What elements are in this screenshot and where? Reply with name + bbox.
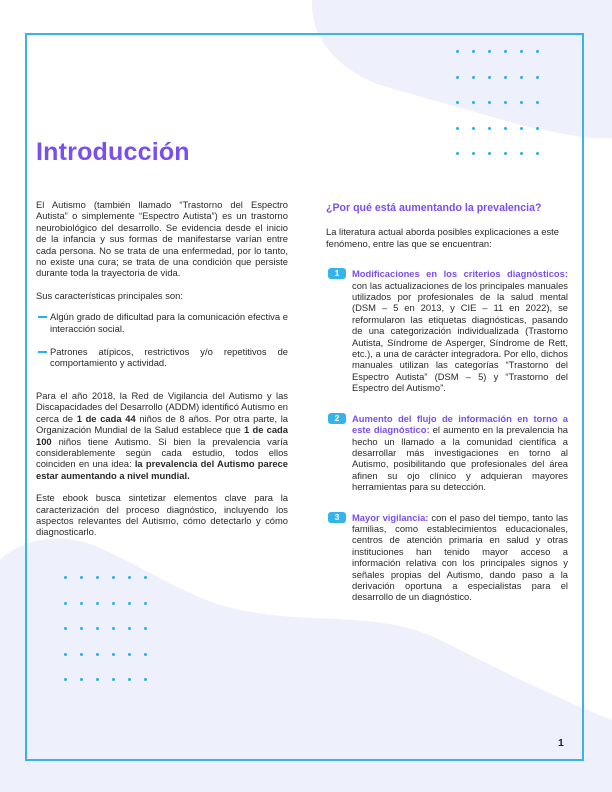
bullet-text: Algún grado de dificultad para la comunicación efectiva e interacción social. <box>50 311 288 334</box>
decorative-dot <box>144 653 147 656</box>
decorative-dot <box>456 50 459 53</box>
decorative-dot <box>96 576 99 579</box>
bold-stat: 1 de cada 44 <box>76 412 136 424</box>
reason-highlight: Mayor vigilancia: <box>352 511 429 523</box>
decorative-dot <box>112 678 115 681</box>
decorative-dot <box>144 602 147 605</box>
decorative-dot <box>488 101 491 104</box>
decorative-dot <box>64 602 67 605</box>
reason-highlight: Modificaciones en los criterios diagnósticos: <box>352 268 568 280</box>
bold-stat: 1 de cada 100 <box>36 424 288 447</box>
decorative-dot <box>64 678 67 681</box>
number-badge: 1 <box>328 268 346 279</box>
decorative-dot <box>96 678 99 681</box>
ebook-purpose-paragraph: Este ebook busca sintetizar elementos clave para la caracterización del proceso diagnóstico, incluyendo los aspectos relevantes del Autismo, cómo detectarlo y cómo diagnosticarlo. <box>36 492 288 538</box>
decorative-dot <box>536 152 539 155</box>
decorative-dot <box>536 50 539 53</box>
dash-bullet-icon <box>38 316 47 318</box>
decorative-dot <box>472 50 475 53</box>
bullet-item <box>36 346 288 369</box>
decorative-dot <box>536 127 539 130</box>
page-title: Introducción <box>36 138 190 166</box>
decorative-dot <box>472 127 475 130</box>
decorative-dot <box>80 602 83 605</box>
decorative-dot <box>456 101 459 104</box>
decorative-dot <box>96 602 99 605</box>
decorative-dot <box>472 76 475 79</box>
decorative-dot <box>64 653 67 656</box>
decorative-dot <box>112 576 115 579</box>
dash-bullet-icon <box>38 351 47 353</box>
reason-text <box>352 268 568 393</box>
decorative-dot <box>520 152 523 155</box>
decorative-dot <box>64 576 67 579</box>
decorative-dot <box>520 101 523 104</box>
reason-text <box>352 413 568 493</box>
decorative-dot <box>128 627 131 630</box>
decorative-dot <box>112 627 115 630</box>
page-number: 1 <box>558 737 564 749</box>
decorative-dot <box>504 76 507 79</box>
decorative-dot <box>80 653 83 656</box>
decorative-dot <box>80 678 83 681</box>
reason-item <box>326 268 568 393</box>
section-intro: La literatura actual aborda posibles explicaciones a este fenómeno, entre las que se encuentran: <box>326 226 559 249</box>
reason-item <box>326 413 568 493</box>
bullet-text: Patrones atípicos, restrictivos y/o repetitivos de comportamiento y actividad. <box>50 346 288 369</box>
intro-paragraph: El Autismo (también llamado “Trastorno del Espectro Autista” o simplemente “Espectro Autista”) es un trastorno neurobiológico del desarrollo. Se evidencia desde el inicio de la infancia y sus formas de manifestarse varían entre cada persona. No se trata de una enfermedad, por lo tanto, no existe una cura; se trata de una condición que persiste durante toda la trayectoria de vida. <box>36 199 288 279</box>
bullet-item <box>36 311 288 334</box>
text-run: niños tiene Autismo. Si bien la prevalencia varía considerablemente según cada estudio, todos ellos coinciden en una idea: <box>36 435 288 470</box>
decorative-dot <box>472 152 475 155</box>
decorative-dot <box>128 678 131 681</box>
reason-body: con las actualizaciones de los principales manuales utilizados por profesionales de la salud mental (DSM – 5 en 2013, y CIE – 11 en 2022), se reformularon las etiquetas diagnósticas, pasando de una categorización individualizada (Trastorno Autista, Síndrome de Asperger, Síndrome de Rett, etc.), a una de carácter integradora. Por ello, dichos manuales utilizan las categorías “Trastorno del Espectro Autista” (DSM – 5) y “Trastorno del Espectro del Autismo”. <box>352 279 568 394</box>
decorative-dot <box>520 50 523 53</box>
reason-highlight: Aumento del flujo de información en torno a este diagnóstico: <box>352 412 568 436</box>
reason-body: el aumento en la prevalencia ha hecho un llamado a la comunidad científica a desarrollar más investigaciones en torno al Autismo, posibilitando que profesionales del área afinen su ojo clínico y adquieran mayores herramientas para su detección. <box>352 424 568 493</box>
decorative-dot <box>504 101 507 104</box>
text-run: niños de 8 años. Por otra parte, la Organización Mundial de la Salud establece que <box>36 412 289 436</box>
decorative-dot <box>112 602 115 605</box>
right-column <box>326 203 568 603</box>
decorative-dot <box>144 576 147 579</box>
decorative-dot <box>128 653 131 656</box>
decorative-dot <box>472 101 475 104</box>
bold-conclusion: la prevalencia del Autismo parece estar aumentando a nivel mundial. <box>36 458 288 481</box>
decorative-dot <box>456 127 459 130</box>
decorative-dot <box>504 50 507 53</box>
decorative-dot <box>80 627 83 630</box>
decorative-dot <box>96 653 99 656</box>
decorative-dot <box>504 127 507 130</box>
decorative-dot <box>456 76 459 79</box>
decorative-dot <box>456 152 459 155</box>
decorative-dot <box>504 152 507 155</box>
characteristics-label: Sus características principales son: <box>36 289 183 301</box>
decorative-dot <box>128 576 131 579</box>
prevalence-paragraph <box>36 390 288 481</box>
decorative-dot <box>96 627 99 630</box>
decorative-dot <box>488 50 491 53</box>
reason-text <box>352 512 568 603</box>
reason-body: con el paso del tiempo, tanto las familias, como establecimientos educacionales, centros de atención primaria en salud y otras instituciones han tenido mayor acceso a información relativa con los principales signos y señales propias del Autismo, dando paso a la derivación oportuna a especialistas para el desarrollo de un diagnóstico. <box>352 511 568 603</box>
decorative-dot <box>80 576 83 579</box>
left-column <box>36 199 288 538</box>
decorative-dot <box>520 76 523 79</box>
decorative-dot <box>112 653 115 656</box>
decorative-dot <box>488 76 491 79</box>
decorative-dot <box>536 101 539 104</box>
decorative-dot <box>64 627 67 630</box>
decorative-dot <box>144 627 147 630</box>
decorative-dot <box>536 76 539 79</box>
decorative-dot <box>488 127 491 130</box>
reason-item <box>326 512 568 603</box>
decorative-dot <box>520 127 523 130</box>
decorative-dot <box>144 678 147 681</box>
decorative-dot <box>128 602 131 605</box>
text-run: Para el año 2018, la Red de Vigilancia del Autismo y las Discapacidades del Desarrollo (ADDM) identificó Autismo en cerca de <box>36 389 288 424</box>
number-badge: 3 <box>328 512 346 523</box>
section-heading: ¿Por qué está aumentando la prevalencia? <box>326 202 542 214</box>
decorative-dot <box>488 152 491 155</box>
number-badge: 2 <box>328 413 346 424</box>
